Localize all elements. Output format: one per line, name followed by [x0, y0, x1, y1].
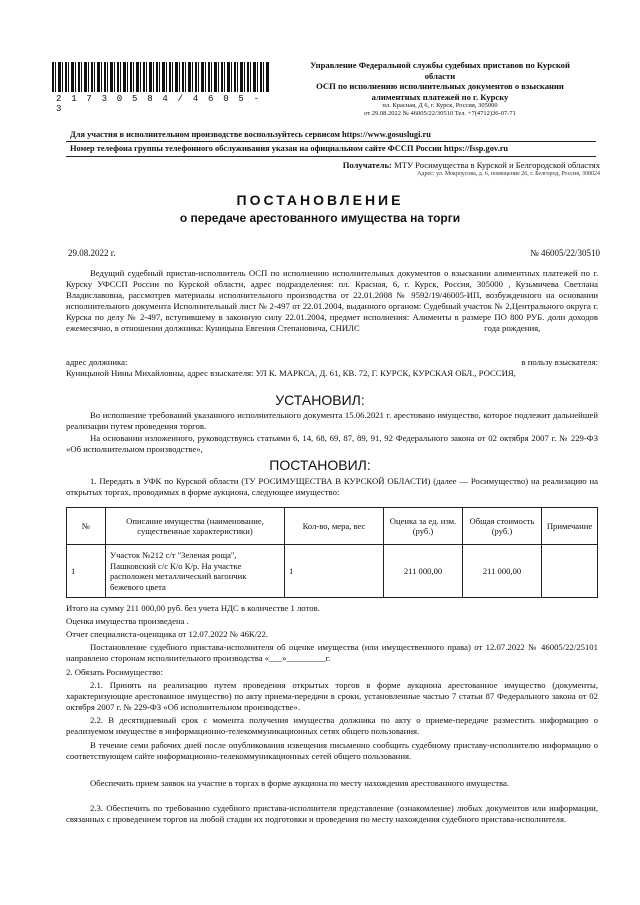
col-description: Описание имущества (наименование, существенные характеристики) — [106, 508, 285, 545]
barcode — [52, 62, 270, 92]
document-date: 29.08.2022 г. — [68, 248, 116, 258]
col-total: Общая стоимость (руб.) — [463, 508, 542, 545]
document-title: ПОСТАНОВЛЕНИЕ — [236, 192, 404, 208]
col-number: № — [67, 508, 106, 545]
item-2: 2. Обязать Росимущество: — [66, 667, 163, 677]
item-2-1: 2.1. Принять на реализацию путем проведения открытых торгов в форме аукциона арестованное имущество (документы, характеризующие арестованное имущество) по акту приема-передачи в сроки, установленные частью 7 статьи 87 Федерального закона от 02 октября 2007 г. № 229-ФЗ «Об исполнительном производстве». — [66, 680, 598, 713]
item-2-3: 2.3. Обеспечить по требованию судебного пристава-исполнителя представление (ознакомление) любых документов или информации, связанных с проведением торгов на любой стадии их подготовки и проведения по месту нахождения судебного пристава-исполнителя. — [66, 803, 598, 825]
cell-note — [542, 545, 598, 598]
divider — [66, 141, 596, 142]
cell-unit-price: 211 000,00 — [384, 545, 463, 598]
org-address: пл. Красная, Д 6, г. Курск, Россия, 305000 — [382, 102, 498, 109]
document-number: № 46005/22/30510 — [530, 248, 600, 258]
org-line-3: ОСП по исполнению исполнительных документов о взыскании — [316, 81, 564, 91]
total-line: Итого на сумму 211 000,00 руб. без учета НДС в количестве 1 лотов. — [66, 603, 320, 613]
debtor-address-label: адрес должника: — [66, 357, 128, 367]
cell-number: 1 — [67, 545, 106, 598]
org-date-phone: от 29.08.2022 № 46005/22/30510 Тел. +7(4712)36-07-71 — [364, 110, 516, 117]
resolution-text: Постановление судебного пристава-исполнителя об оценке имущества (или имущественного права) от 12.07.2022 № 46005/22/25101 направлено сторонам исполнительного производства «___»_________г. — [66, 642, 598, 664]
cell-total: 211 000,00 — [463, 545, 542, 598]
org-line-2: области — [424, 70, 456, 81]
col-quantity: Кол-во, мера, вес — [285, 508, 384, 545]
divider — [66, 156, 596, 157]
recipient — [343, 160, 600, 170]
established-heading: УСТАНОВИЛ: — [275, 392, 365, 408]
col-note: Примечание — [542, 508, 598, 545]
org-line-4: алиментных платежей по г. Курску — [371, 91, 509, 102]
item-2-2-b: В течение семи рабочих дней после опубликования извещения письменно сообщить судебному приставу-исполнителю информацию о соответствующем сайте информационно-телекоммуникационных сетей общего пользования. — [66, 740, 598, 762]
org-line-1: Управление Федеральной службы судебных приставов по Курской — [310, 60, 570, 70]
cell-quantity: 1 — [285, 545, 384, 598]
item-1: 1. Передать в УФК по Курской области (ТУ РОСИМУЩЕСТВА В КУРСКОЙ ОБЛАСТИ) (далее — Росимущество) на реализацию на открытых торгах, проводимых в форме аукциона, следующее имущество: — [66, 476, 598, 498]
claimant-label: в пользу взыскателя: — [521, 357, 598, 367]
document-subtitle: о передаче арестованного имущества на торги — [179, 211, 461, 225]
recipient-address: Адрес: ул. Мокроусова, д. 6, помещение 26, г. Белгород, Россия, 308024 — [417, 171, 600, 177]
basis-text: На основании изложенного, руководствуясь статьями 6, 14, 68, 69, 87, 89, 91, 92 Федерального закона от 02 октября 2007 г. № 229-ФЗ «Об исполнительном производстве», — [66, 433, 598, 455]
barcode-number: 2 1 7 3 0 5 8 4 / 4 6 0 5 - 3 — [56, 94, 262, 114]
phone-line: Номер телефона группы телефонного обслуживания указан на официальном сайте ФССП России https://fssp.gov.ru — [70, 144, 509, 153]
cell-description: Участок №212 с/т "Зеленая роща", Пашковский с/с К/о К/р. На участке расположен металлический вагончик бежевого цвета — [106, 545, 285, 598]
intro-birth: года рождения, — [484, 323, 541, 334]
recipient-name: МТУ Росимущества в Курской и Белгородской областях — [394, 160, 600, 170]
recipient-label: Получатель: — [342, 160, 392, 170]
gosuslugi-line: Для участия в исполнительном производстве воспользуйтесь сервисом https://www.gosuslugi.ru — [70, 130, 431, 139]
assets-table — [66, 507, 598, 598]
report-line: Отчет специалиста-оценщика от 12.07.2022 № 46К/22. — [66, 629, 268, 639]
col-unit-price: Оценка за ед. изм. (руб.) — [384, 508, 463, 545]
intro-text: Ведущий судебный пристав-исполнитель ОСП по исполнению исполнительных документов о взыскании алиментных платежей по г. Курску УФССП России по Курской области, адрес подразделения: пл. Красная, 6, г. Курск, Россия, 305000 , Кузьмичева Светлана Владиславовна, рассмотрев материалы исполнительного производства от 22.01.2008 № 9592/19/46005-ИП, возбужденного на основании исполнительного документа Исполнительный лист № 2-497 от 22.01.2004, выданного органом: Судебный участок № 2,Центрального округа г. Курска по делу № 2-497, вступившему в законную силу 22.01.2004, предмет исполнения: Алименты в размере ПО 800 РУБ. доли доходов ежемесячно, в отношении должника: Куницына Евгения Степановича, СНИЛС — [66, 268, 598, 334]
established-text: Во исполнение требований указанного исполнительного документа 15.06.2021 г. арестовано имущество, которое подлежит дальнейшей реализации путем проведения торгов. — [66, 410, 598, 432]
item-2-2-c: Обеспечить прием заявок на участие в торгах в форме аукциона по месту нахождения арестованного имущества. — [90, 778, 510, 788]
item-2-2: 2.2. В десятидневный срок с момента получения имущества должника по акту о приеме-передаче разместить информацию о реализуемом имуществе в информационно-телекоммуникационных сетях общего пользования. — [66, 715, 598, 737]
table-header-row — [67, 508, 598, 545]
valuation-line: Оценка имущества произведена . — [66, 616, 189, 626]
claimant-line: Куницыной Нины Михайловны, адрес взыскателя: УЛ К. МАРКСА, Д. 61, КВ. 72, Г. КУРСК, КУРСКАЯ ОБЛ., РОССИЯ, — [66, 368, 516, 378]
debtor-address-line — [66, 357, 598, 368]
table-row — [67, 545, 598, 598]
intro-paragraph — [66, 268, 598, 335]
resolved-heading: ПОСТАНОВИЛ: — [269, 457, 371, 473]
organization-header — [290, 60, 590, 118]
